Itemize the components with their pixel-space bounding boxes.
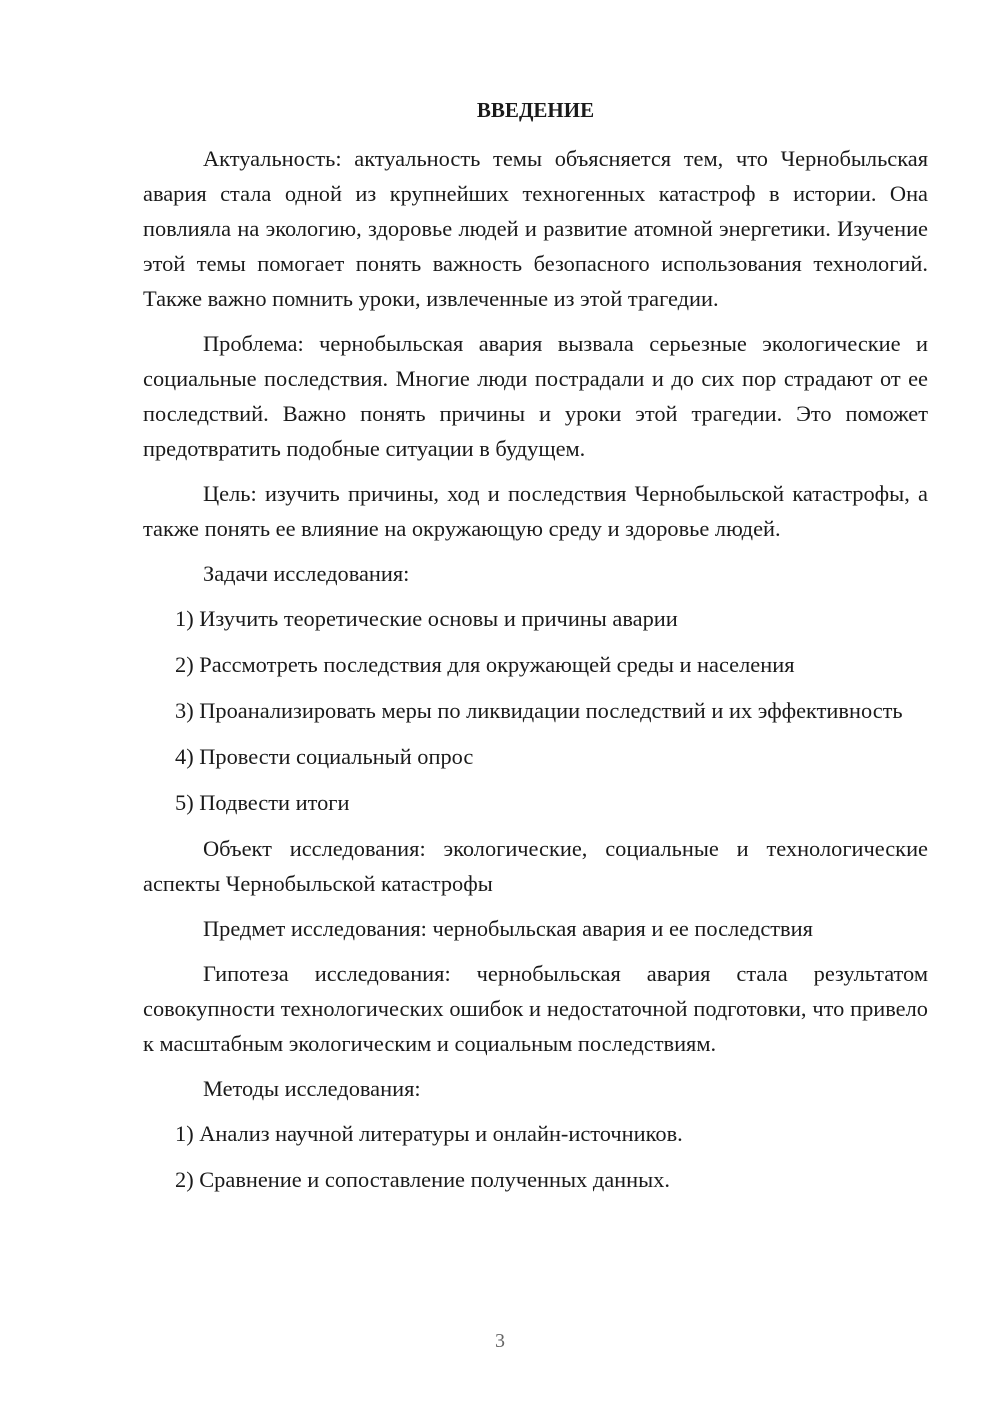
method-item-1: 1) Анализ научной литературы и онлайн-источников.	[175, 1121, 683, 1146]
task-item-4: 4) Провести социальный опрос	[175, 744, 474, 769]
relevance-paragraph: Актуальность: актуальность темы объясняется тем, что Чернобыльская авария стала одной из крупнейших техногенных катастроф в истории. Она повлияла на экологию, здоровье людей и развитие атомной энергетики. Изучение этой темы помогает понять важность безопасного использования технологий. Также важно помнить уроки, извлеченные из этой трагедии.	[143, 146, 928, 311]
method-item-2: 2) Сравнение и сопоставление полученных данных.	[175, 1167, 670, 1192]
page-title: ВВЕДЕНИЕ	[476, 98, 595, 122]
task-item-1: 1) Изучить теоретические основы и причины аварии	[175, 606, 678, 631]
document-page	[143, 92, 928, 1208]
task-item-3: 3) Проанализировать меры по ликвидации последствий и их эффективность	[175, 698, 903, 723]
methods-heading: Методы исследования:	[203, 1076, 421, 1101]
goal-paragraph: Цель: изучить причины, ход и последствия Чернобыльской катастрофы, а также понять ее влияние на окружающую среду и здоровье людей.	[143, 481, 928, 541]
tasks-heading: Задачи исследования:	[203, 561, 410, 586]
page-number: 3	[495, 1330, 505, 1352]
task-item-2: 2) Рассмотреть последствия для окружающей среды и населения	[175, 652, 795, 677]
problem-paragraph: Проблема: чернобыльская авария вызвала серьезные экологические и социальные последствия. Многие люди пострадали и до сих пор страдают от ее последствий. Важно понять причины и уроки этой трагедии. Это поможет предотвратить подобные ситуации в будущем.	[143, 331, 928, 461]
object-paragraph: Объект исследования: экологические, социальные и технологические аспекты Чернобыльской катастрофы	[143, 836, 928, 896]
hypothesis-paragraph: Гипотеза исследования: чернобыльская авария стала результатом совокупности технологических ошибок и недостаточной подготовки, что привело к масштабным экологическим и социальным последствиям.	[143, 961, 928, 1056]
task-item-5: 5) Подвести итоги	[175, 790, 350, 815]
subject-paragraph: Предмет исследования: чернобыльская авария и ее последствия	[203, 916, 813, 941]
